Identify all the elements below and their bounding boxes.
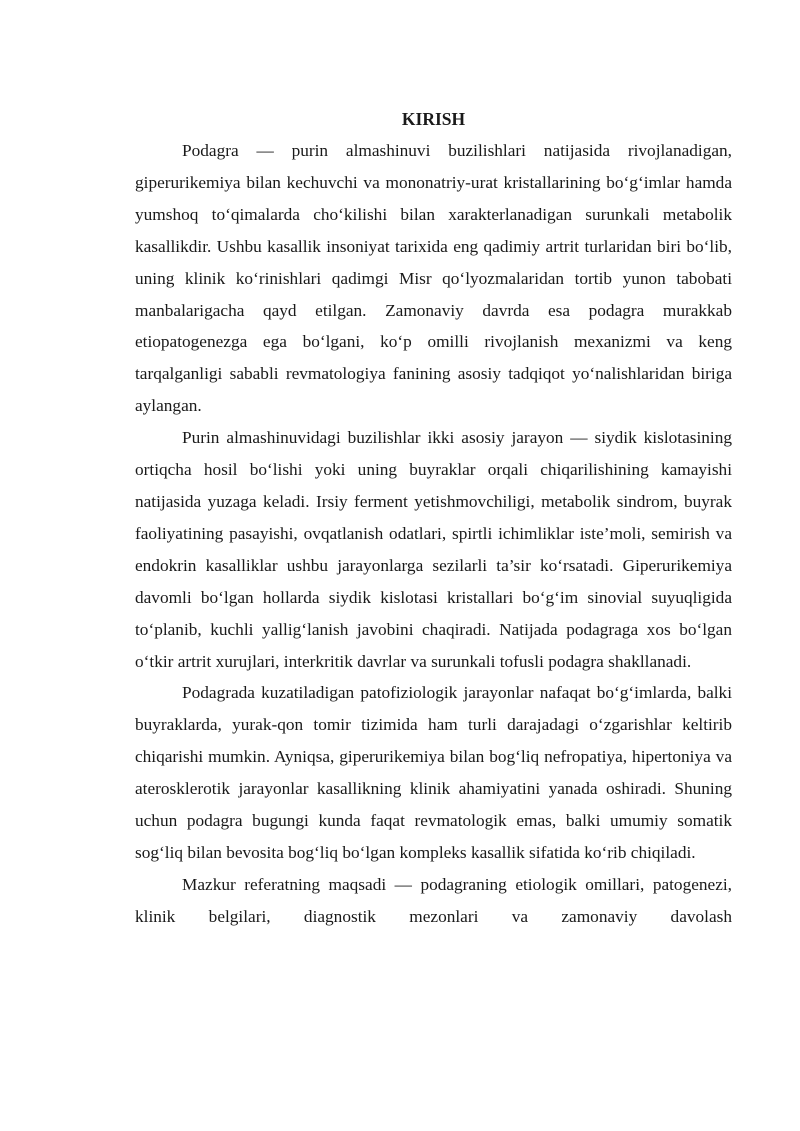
paragraph-4: Mazkur referatning maqsadi — podagraning etiologik omillari, patogenezi, klinik belgilari, diagnostik mezonlari va zamonaviy davolash	[135, 874, 732, 926]
document-title: KIRISH	[401, 109, 466, 129]
document-page	[135, 104, 732, 933]
paragraph-1: Podagra — purin almashinuvi buzilishlari natijasida rivojlanadigan, giperurikemiya bilan kechuvchi va mononatriy-urat kristallarining bo‘g‘imlar hamda yumshoq to‘qimalarda cho‘kilishi bilan xarakterlanadigan surunkali metabolik kasallikdir. Ushbu kasallik insoniyat tarixida eng qadimiy artrit turlaridan biri bo‘lib, uning klinik ko‘rinishlari qadimgi Misr qo‘lyozmalaridan tortib yunon tabobati manbalarigacha qayd etilgan. Zamonaviy davrda esa podagra murakkab etiopatogenezga ega bo‘lgani, ko‘p omilli rivojlanish mexanizmi va keng tarqalganligi sababli revmatologiya fanining asosiy tadqiqot yo‘nalishlaridan biriga aylangan.	[135, 141, 732, 416]
paragraph-2: Purin almashinuvidagi buzilishlar ikki asosiy jarayon — siydik kislotasining ortiqcha hosil bo‘lishi yoki uning buyraklar orqali chiqarilishining kamayishi natijasida yuzaga keladi. Irsiy ferment yetishmovchiligi, metabolik sindrom, buyrak faoliyatining pasayishi, ovqatlanish odatlari, spirtli ichimliklar iste’moli, semirish va endokrin kasalliklar ushbu jarayonlarga sezilarli ta’sir ko‘rsatadi. Giperurikemiya davomli bo‘lgan hollarda siydik kislotasi kristallari bo‘g‘im sinovial suyuqligida to‘planib, kuchli yallig‘lanish javobini chaqiradi. Natijada podagraga xos bo‘lgan o‘tkir artrit xurujlari, interkritik davrlar va surunkali tofusli podagra shakllanadi.	[135, 428, 732, 671]
paragraph-3: Podagrada kuzatiladigan patofiziologik jarayonlar nafaqat bo‘g‘imlarda, balki buyraklarda, yurak-qon tomir tizimida ham turli darajadagi o‘zgarishlar keltirib chiqarishi mumkin. Ayniqsa, giperurikemiya bilan bog‘liq nefropatiya, hipertoniya va aterosklerotik jarayonlar kasallikning klinik ahamiyatini yanada oshiradi. Shuning uchun podagra bugungi kunda faqat revmatologik emas, balki umumiy somatik sog‘liq bilan bevosita bog‘liq bo‘lgan kompleks kasallik sifatida ko‘rib chiqiladi.	[135, 683, 732, 862]
